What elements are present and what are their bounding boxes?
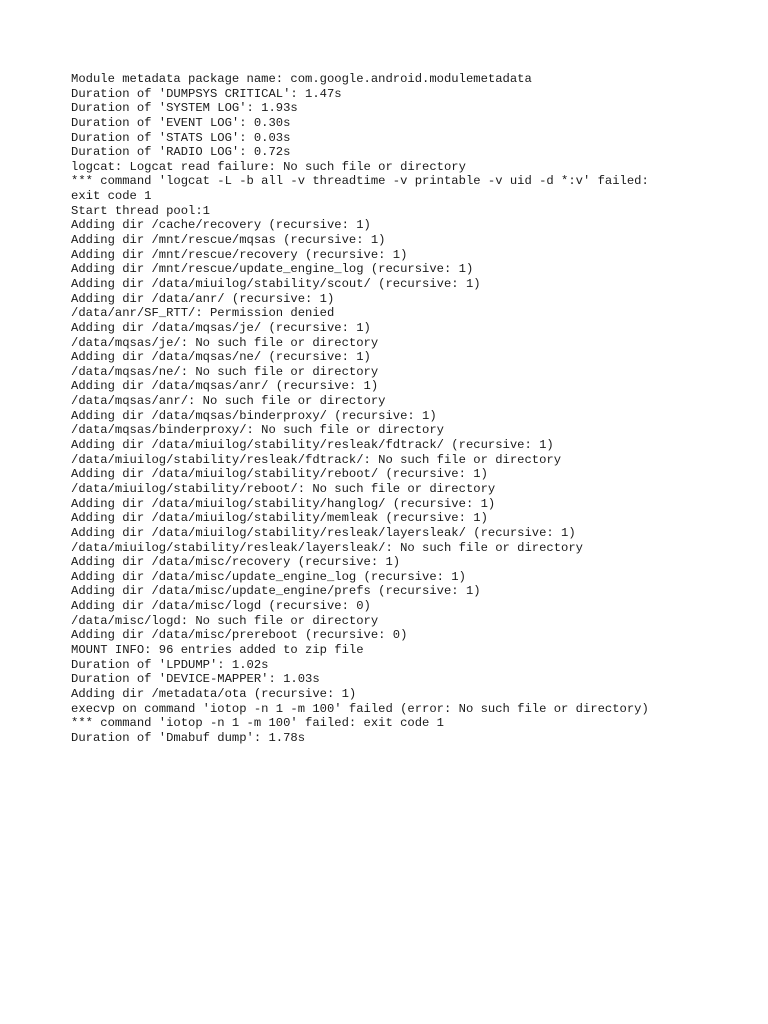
log-line: Adding dir /data/misc/logd (recursive: 0) xyxy=(71,599,371,614)
log-line: Adding dir /mnt/rescue/mqsas (recursive: 1) xyxy=(71,233,386,248)
log-line: Adding dir /data/mqsas/ne/ (recursive: 1) xyxy=(71,350,371,365)
log-line: execvp on command 'iotop -n 1 -m 100' failed (error: No such file or directory) xyxy=(71,701,649,716)
log-line: Duration of 'LPDUMP': 1.02s xyxy=(71,657,269,672)
log-line: Duration of 'STATS LOG': 0.03s xyxy=(71,130,291,145)
log-line: Adding dir /data/mqsas/je/ (recursive: 1) xyxy=(71,320,371,335)
log-line: Adding dir /data/miuilog/stability/resleak/layersleak/ (recursive: 1) xyxy=(71,525,576,540)
log-line: Adding dir /mnt/rescue/update_engine_log (recursive: 1) xyxy=(71,262,474,277)
log-line: Adding dir /data/mqsas/anr/ (recursive: 1) xyxy=(71,379,379,394)
log-line: Module metadata package name: com.google.android.modulemetadata xyxy=(71,72,532,86)
log-line: /data/miuilog/stability/reboot/: No such file or directory xyxy=(71,481,496,496)
log-line: Start thread pool:1 xyxy=(71,203,210,218)
log-line: Duration of 'DUMPSYS CRITICAL': 1.47s xyxy=(71,86,342,101)
log-line: Duration of 'EVENT LOG': 0.30s xyxy=(71,115,291,130)
log-line: Adding dir /mnt/rescue/recovery (recursive: 1) xyxy=(71,247,408,262)
log-line: /data/mqsas/ne/: No such file or directory xyxy=(71,364,379,379)
log-line: Adding dir /data/anr/ (recursive: 1) xyxy=(71,291,335,306)
log-line: Adding dir /cache/recovery (recursive: 1) xyxy=(71,218,371,233)
log-line: /data/misc/logd: No such file or directory xyxy=(71,613,379,628)
log-line: /data/miuilog/stability/resleak/fdtrack/: No such file or directory xyxy=(71,452,562,467)
log-line: MOUNT INFO: 96 entries added to zip file xyxy=(71,642,364,657)
log-line: *** command 'iotop -n 1 -m 100' failed: exit code 1 xyxy=(71,716,444,731)
log-line: Adding dir /data/miuilog/stability/reboot/ (recursive: 1) xyxy=(71,467,488,482)
log-line: Adding dir /data/misc/prereboot (recursive: 0) xyxy=(71,628,408,643)
log-line: /data/anr/SF_RTT/: Permission denied xyxy=(71,306,335,321)
log-line: Adding dir /data/misc/update_engine/prefs (recursive: 1) xyxy=(71,584,481,599)
log-line: Adding dir /metadata/ota (recursive: 1) xyxy=(71,686,357,701)
log-line: /data/mqsas/je/: No such file or directory xyxy=(71,335,379,350)
log-line: logcat: Logcat read failure: No such file or directory xyxy=(71,159,466,174)
log-line: Adding dir /data/miuilog/stability/hanglog/ (recursive: 1) xyxy=(71,496,496,511)
log-line: Duration of 'SYSTEM LOG': 1.93s xyxy=(71,101,298,116)
log-line: Duration of 'RADIO LOG': 0.72s xyxy=(71,145,291,160)
log-output xyxy=(71,72,731,745)
log-line: Adding dir /data/misc/recovery (recursive: 1) xyxy=(71,555,401,570)
log-line: Adding dir /data/miuilog/stability/resleak/fdtrack/ (recursive: 1) xyxy=(71,438,554,453)
log-line: Duration of 'DEVICE-MAPPER': 1.03s xyxy=(71,672,320,687)
log-line: Adding dir /data/miuilog/stability/memleak (recursive: 1) xyxy=(71,511,488,526)
log-line: Adding dir /data/miuilog/stability/scout/ (recursive: 1) xyxy=(71,276,481,291)
log-line: Adding dir /data/misc/update_engine_log (recursive: 1) xyxy=(71,569,466,584)
log-line: /data/miuilog/stability/resleak/layersleak/: No such file or directory xyxy=(71,540,583,555)
log-line: Adding dir /data/mqsas/binderproxy/ (recursive: 1) xyxy=(71,408,437,423)
log-line: *** command 'logcat -L -b all -v threadtime -v printable -v uid -d *:v' failed: xyxy=(71,174,649,189)
log-line: /data/mqsas/anr/: No such file or directory xyxy=(71,394,386,409)
log-line: Duration of 'Dmabuf dump': 1.78s xyxy=(71,730,306,745)
log-line: /data/mqsas/binderproxy/: No such file or directory xyxy=(71,423,444,438)
log-line: exit code 1 xyxy=(71,189,152,204)
